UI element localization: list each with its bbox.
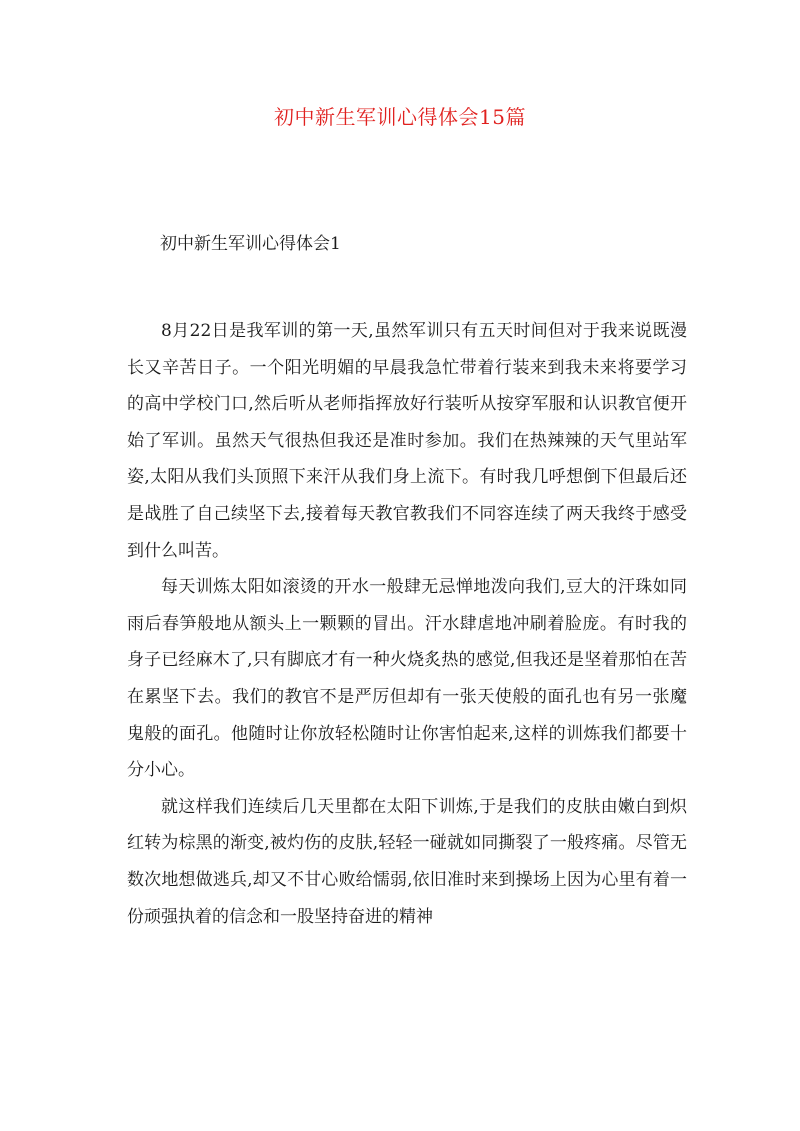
paragraph-2: 每天训炼太阳如滚烫的开水一般肆无忌惮地泼向我们,豆大的汗珠如同雨后春笋般地从额头上一颗颗的冒出。汗水肆虐地冲刷着脸庞。有时我的身子已经麻木了,只有脚底才有一种火烧炙热的感觉,但我还是坚着那怕在苦在累坚下去。我们的教官不是严厉但却有一张天使般的面孔也有另一张魔鬼般的面孔。他随时让你放轻松随时让你害怕起来,这样的训炼我们都要十分小心。 bbox=[127, 577, 687, 781]
paragraph-3: 就这样我们连续后几天里都在太阳下训炼,于是我们的皮肤由嫩白到炽红转为棕黑的渐变,被灼伤的皮肤,轻轻一碰就如同撕裂了一般疼痛。尽管无数次地想做逃兵,却又不甘心败给懦弱,依旧准时来到操场上因为心里有着一份顽强执着的信念和一股坚持奋进的精神 bbox=[127, 796, 687, 927]
document-title: 初中新生军训心得体会15篇 bbox=[274, 105, 526, 129]
section-heading: 初中新生军训心得体会1 bbox=[160, 234, 341, 254]
body-text bbox=[127, 313, 687, 935]
paragraph-1: 8月22日是我军训的第一天,虽然军训只有五天时间但对于我来说既漫长又辛苦日子。一个阳光明媚的早晨我急忙带着行装来到我未来将要学习的高中学校门口,然后听从老师指挥放好行装听从按穿军服和认识教官便开始了军训。虽然天气很热但我还是准时参加。我们在热辣辣的天气里站军姿,太阳从我们头顶照下来汗从我们身上流下。有时我几呼想倒下但最后还是战胜了自己续坚下去,接着每天教官教我们不同容连续了两天我终于感受到什么叫苦。 bbox=[127, 321, 687, 561]
